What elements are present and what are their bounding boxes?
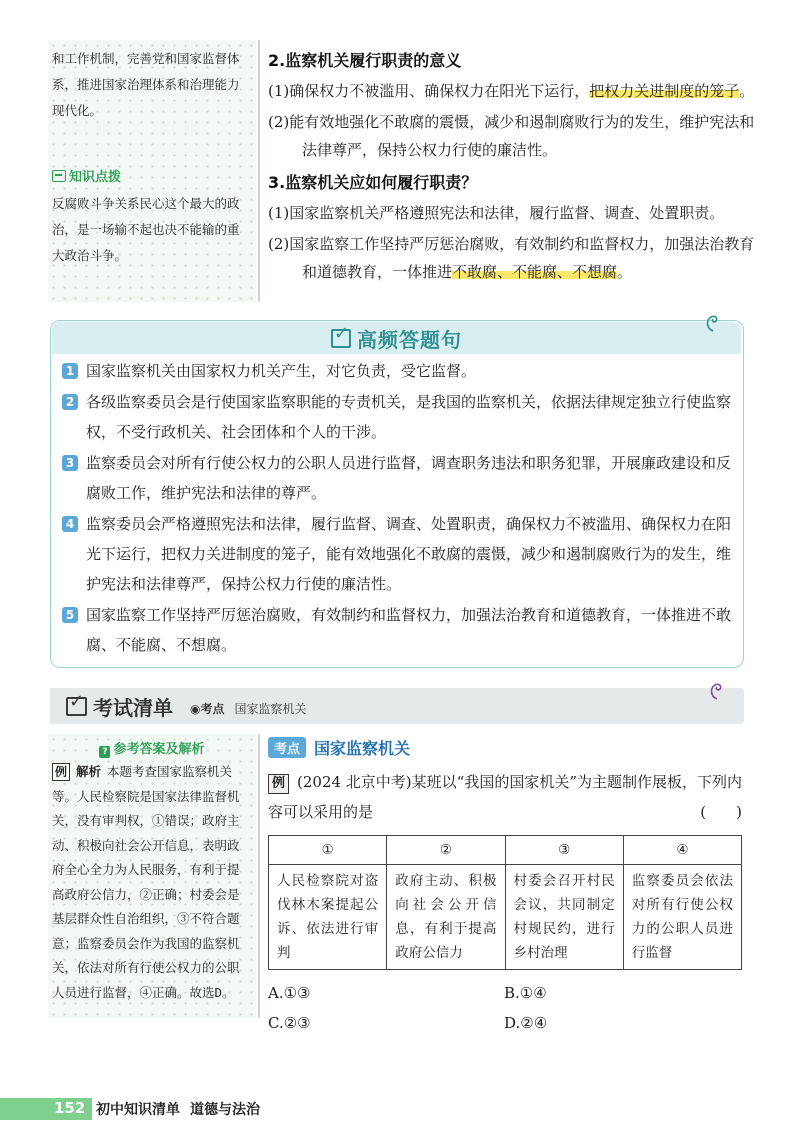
table-header: ①	[269, 836, 387, 865]
section3-point2-end: 。	[617, 263, 633, 281]
checkbox-icon	[66, 697, 87, 716]
example-tag: 例	[268, 774, 289, 794]
item-text: 国家监察工作坚持严厉惩治腐败，有效制约和监督权力，加强法治教育和道德教育，一体推进不敢腐、不能腐、不想腐。	[86, 606, 732, 654]
item-text: 国家监察机关由国家权力机关产生，对它负责，受它监督。	[86, 362, 477, 380]
answer-heading-text: 参考答案及解析	[113, 742, 205, 757]
options-table	[268, 835, 742, 970]
item-number: 2	[62, 394, 78, 410]
checkbox-icon	[331, 329, 351, 348]
kaodian-pill: 考点	[268, 737, 306, 758]
answer-explanation	[48, 758, 256, 1005]
exam-kaodian	[190, 700, 307, 717]
sidebar-notes-top	[48, 40, 256, 302]
high-frequency-list	[62, 356, 738, 661]
kaodian-label: ◉考点	[190, 702, 225, 716]
sidebar-continued-text: 和工作机制，完善党和国家监督体系，推进国家治理体系和治理能力现代化。	[52, 51, 240, 118]
item-number: 4	[62, 516, 78, 532]
answer-heading	[48, 734, 256, 758]
list-item	[62, 448, 738, 508]
column-divider-bottom	[258, 734, 260, 1018]
key-icon: ?	[99, 746, 110, 758]
exam-list-title	[66, 692, 173, 721]
high-frequency-title-text: 高频答题句	[357, 328, 462, 352]
column-divider-top	[258, 40, 260, 302]
section2-point1-text: (1)确保权力不被滥用、确保权力在阳光下运行，	[268, 82, 590, 100]
table-cell: 政府主动、积极向社会公开信息，有利于提高政府公信力	[387, 865, 505, 970]
option-c[interactable]: C.②③	[268, 1014, 311, 1032]
highlight-three-no: 不敢腐、不能腐、不想腐	[452, 263, 618, 281]
item-text: 各级监察委员会是行使国家监察职能的专责机关，是我国的监察机关，依据法律规定独立行使监察权，不受行政机关、社会团体和个人的干涉。	[86, 393, 732, 441]
exam-list-title-text: 考试清单	[93, 696, 173, 720]
highlight-cage: 把权力关进制度的笼子	[589, 82, 740, 100]
page-number: 152	[54, 1099, 86, 1117]
section3-point2-text: (2)国家监察工作坚持严厉惩治腐败，有效制约和监督权力，加强法治教育和道德教育，一体推进	[268, 235, 755, 281]
item-number: 3	[62, 455, 78, 471]
high-frequency-title	[52, 324, 741, 353]
list-item	[62, 600, 738, 660]
table-header: ④	[623, 836, 741, 865]
tip-heading	[48, 166, 256, 185]
option-d[interactable]: D.②④	[504, 1014, 548, 1032]
answer-blank: ( )	[700, 803, 742, 821]
tip-text: 反腐败斗争关系民心这个最大的政治，是一场输不起也决不能输的重大政治斗争。	[52, 196, 240, 263]
tip-title: 知识点拨	[69, 170, 122, 185]
item-text: 监察委员会对所有行使公权力的公职人员进行监督，调查职务违法和职务犯罪，开展廉政建设和反腐败工作，维护宪法和法律的尊严。	[86, 454, 732, 502]
option-b[interactable]: B.①④	[504, 984, 547, 1002]
table-cell: 人民检察院对盗伐林木案提起公诉、依法进行审判	[269, 865, 387, 970]
book-title: 初中知识清单	[96, 1102, 180, 1118]
section3-point1: (1)国家监察机关严格遵照宪法和法律，履行监督、调查、处置职责。	[268, 204, 725, 222]
item-number: 5	[62, 607, 78, 623]
question-stem	[268, 767, 746, 827]
analysis-text: 本题考查国家监察机关等。人民检察院是国家法律监督机关，没有审判权，①错误；政府主动、积极向社会公开信息，表明政府全心全力为人民服务，有利于提高政府公信力，②正确；村委会是基层群众性自治组织，③不符合题意；监察委员会作为我国的监察机关，依法对所有行使公权力的公职人员进行监督，④正确。故选D。	[52, 764, 240, 1000]
analysis-label: 解析	[76, 764, 102, 779]
kaodian-name: 国家监察机关	[234, 702, 307, 716]
table-cell: 村委会召开村民会议，共同制定村规民约，进行乡村治理	[505, 865, 623, 970]
section2-point1-end: 。	[739, 82, 755, 100]
footer-title	[96, 1099, 260, 1119]
question-area	[268, 736, 746, 1038]
option-a[interactable]: A.①③	[268, 984, 311, 1002]
table-header: ③	[505, 836, 623, 865]
list-item	[62, 387, 738, 447]
section3-heading: 3.监察机关应如何履行职责？	[268, 173, 478, 192]
section2-point2: (2)能有效地强化不敢腐的震慑，减少和遏制腐败行为的发生，维护宪法和法律尊严，保持公权力行使的廉洁性。	[268, 113, 755, 159]
list-item	[62, 509, 738, 599]
item-number: 1	[62, 363, 78, 379]
curl-decoration-icon	[708, 680, 724, 700]
section2-heading: 2.监察机关履行职责的意义	[268, 51, 462, 70]
subject-title: 道德与法治	[190, 1102, 260, 1118]
example-tag: 例	[52, 763, 70, 781]
table-header-row	[269, 836, 742, 865]
answer-options	[268, 978, 746, 1038]
kaodian-heading	[268, 736, 746, 759]
table-header: ②	[387, 836, 505, 865]
question-stem-text: (2024 北京中考)某班以“我国的国家机关”为主题制作展板，下列内容可以采用的是	[268, 773, 743, 821]
main-content-top	[268, 48, 760, 289]
table-row	[269, 865, 742, 970]
list-item	[62, 356, 738, 386]
curl-decoration-icon	[704, 312, 720, 332]
kaodian-heading-text: 国家监察机关	[314, 739, 411, 758]
section3-point2	[268, 230, 760, 286]
table-cell: 监察委员会依法对所有行使公权力的公职人员进行监督	[623, 865, 741, 970]
item-text: 监察委员会严格遵照宪法和法律，履行监督、调查、处置职责，确保权力不被滥用、确保权力在阳光下运行，把权力关进制度的笼子，能有效地强化不敢腐的震慑，减少和遏制腐败行为的发生，维护宪法和法律尊严，保持公权力行使的廉洁性。	[86, 515, 732, 593]
sidebar-answer	[48, 734, 256, 1018]
section2-point1	[268, 77, 760, 105]
tip-icon	[52, 170, 66, 182]
